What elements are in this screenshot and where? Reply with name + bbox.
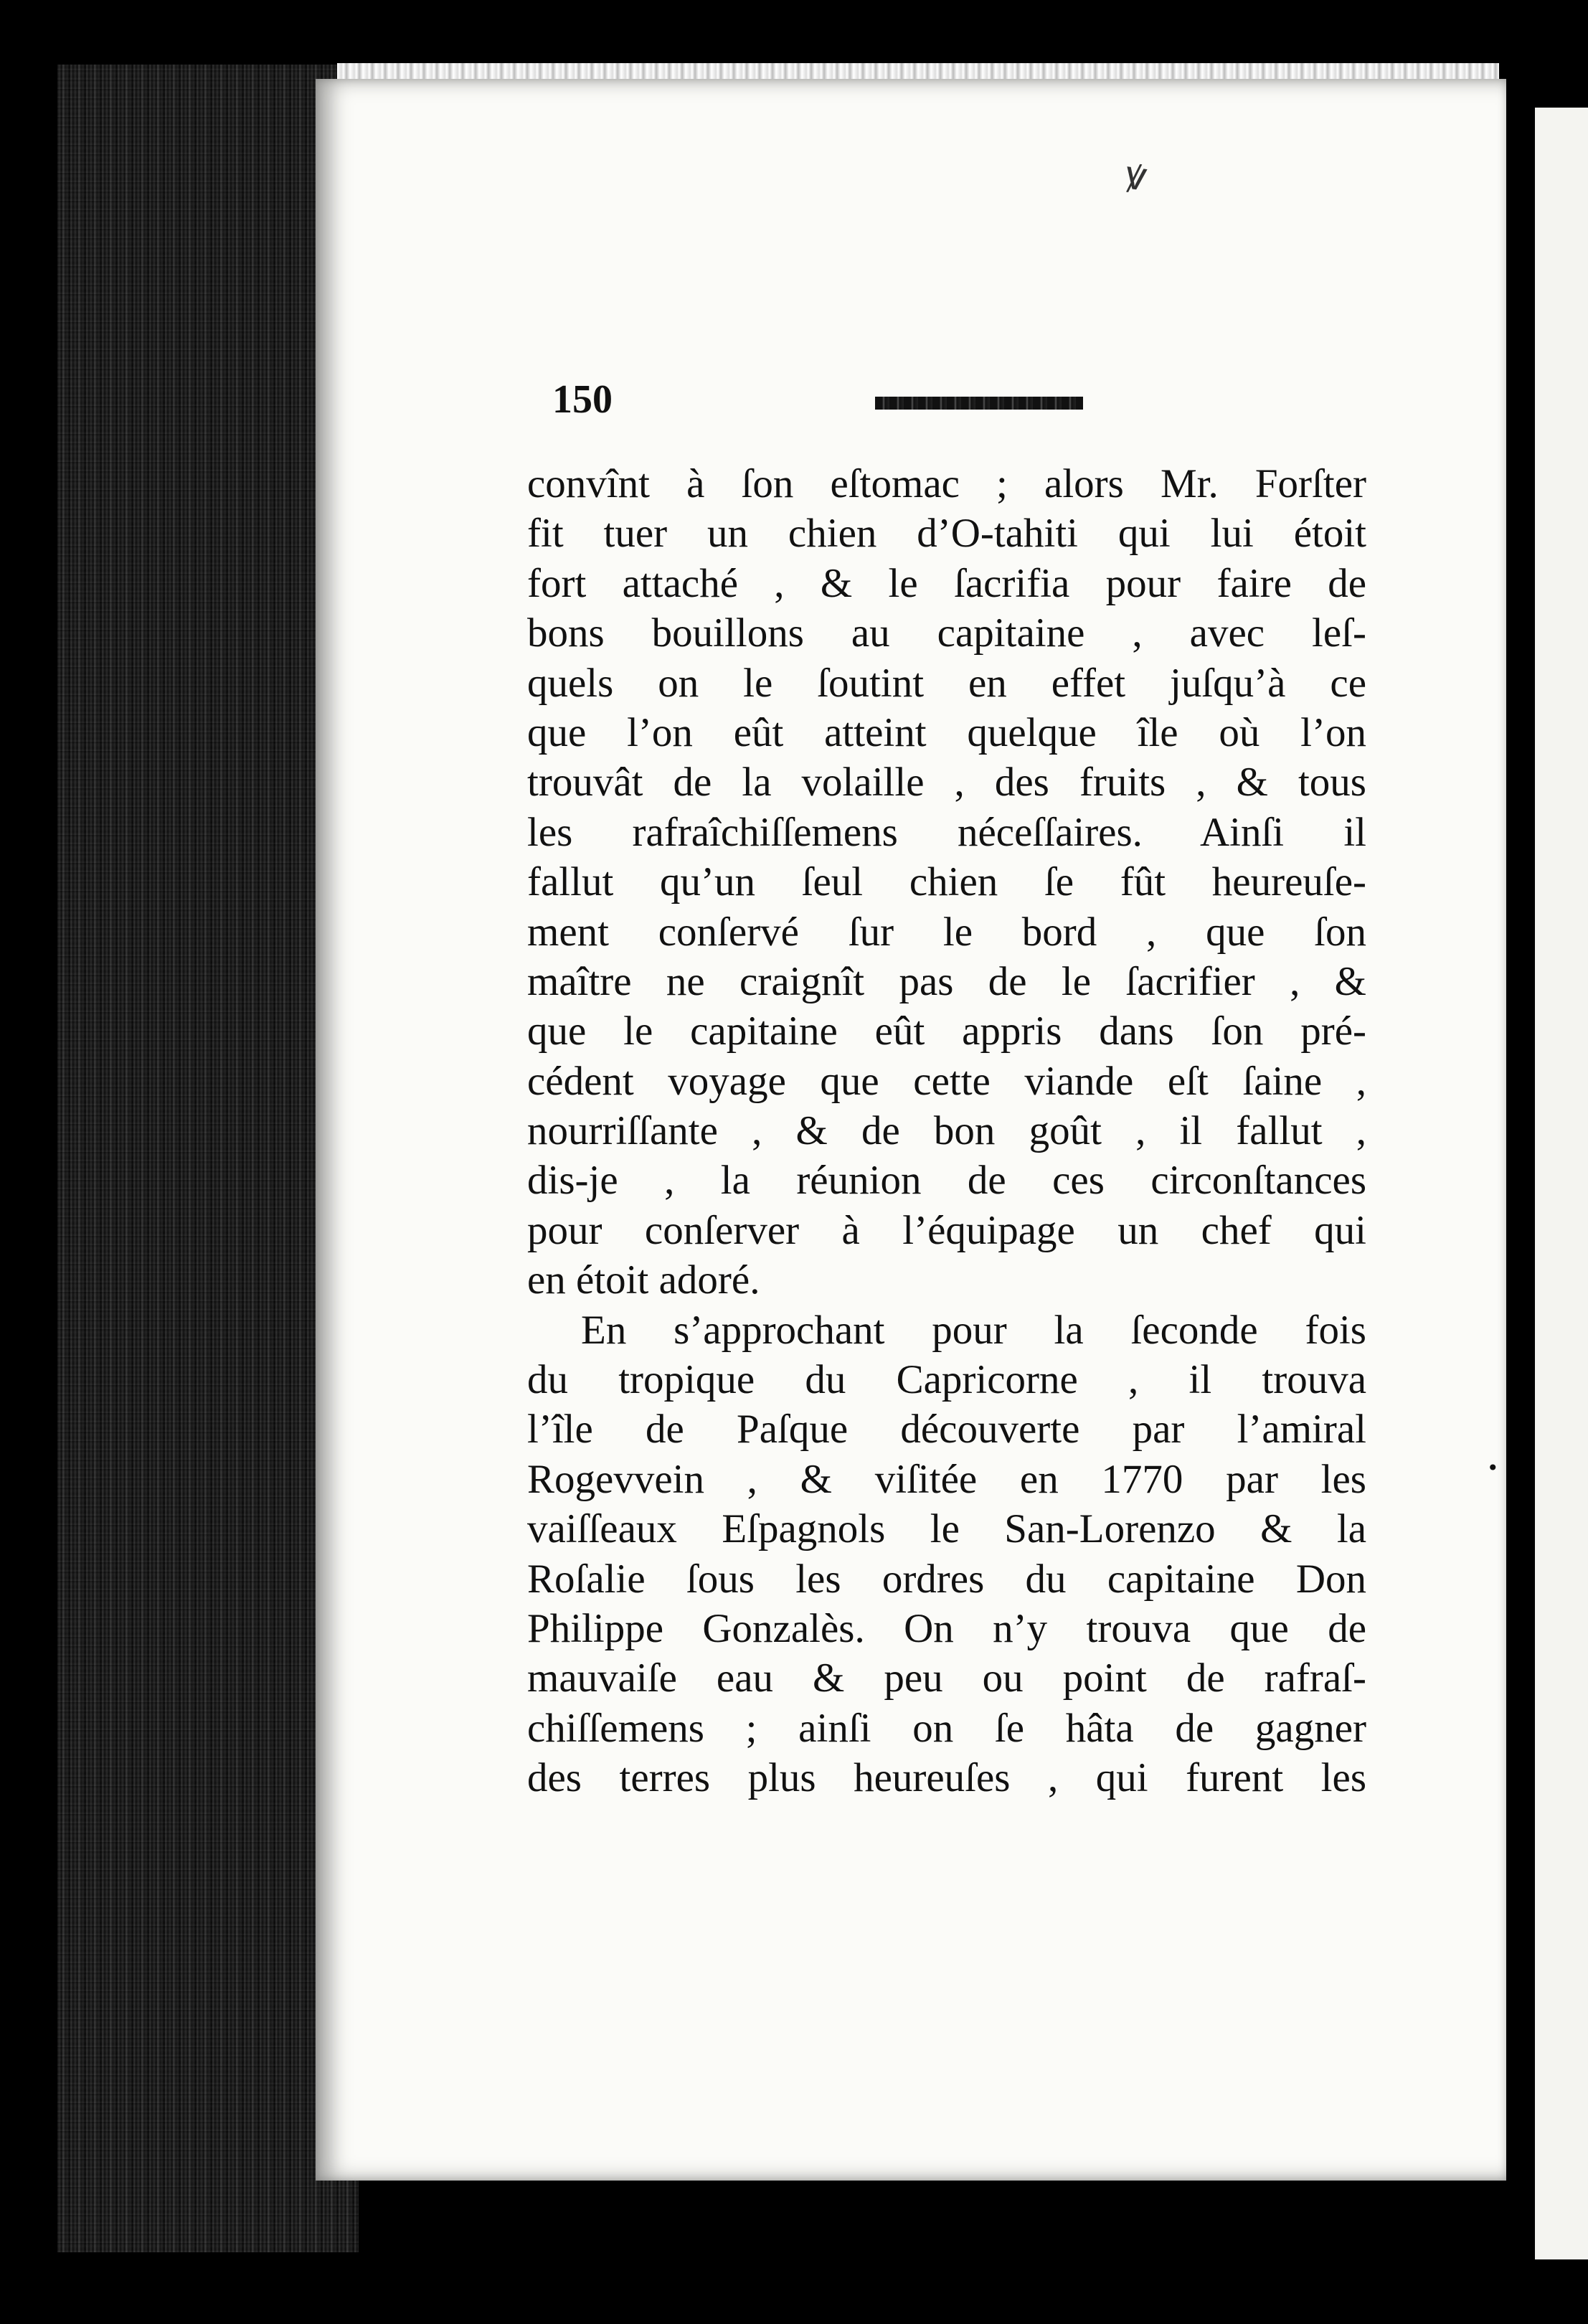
text-line: des terres plus heureuſes , qui furent les bbox=[527, 1755, 1366, 1801]
text-line: fit tuer un chien d’O-tahiti qui lui étoit bbox=[527, 511, 1366, 557]
running-header bbox=[552, 377, 1334, 427]
text-line: maître ne craignît pas de le ſacrifier , & bbox=[527, 958, 1366, 1004]
text-line: les rafraîchiſſemens néceſſaires. Ainſi il bbox=[527, 809, 1366, 855]
body-text bbox=[527, 459, 1366, 1803]
text-line: Roſalie ſous les ordres du capitaine Don bbox=[527, 1556, 1366, 1602]
text-line: en étoit adoré. bbox=[527, 1257, 760, 1303]
text-line: cédent voyage que cette viande eſt ſaine , bbox=[527, 1058, 1366, 1104]
text-line: fallut qu’un ſeul chien ſe fût heureuſe- bbox=[527, 859, 1366, 905]
text-line: dis-je , la réunion de ces circonſtances bbox=[527, 1158, 1366, 1204]
text-line: ment conſervé ſur le bord , que ſon bbox=[527, 909, 1366, 955]
header-ornament bbox=[875, 397, 1083, 410]
text-line: Rogevvein , & viſitée en 1770 par les bbox=[527, 1456, 1366, 1502]
text-line: pour conſerver à l’équipage un chef qui bbox=[527, 1207, 1366, 1253]
margin-mark: • bbox=[1487, 1456, 1499, 1480]
text-line: En s’approchant pour la ſeconde fois bbox=[581, 1307, 1366, 1353]
text-line: fort attaché , & le ſacrifia pour faire de bbox=[527, 560, 1366, 606]
text-line: nourriſſante , & de bon goût , il fallut , bbox=[527, 1108, 1366, 1154]
text-line: quels on le ſoutint en effet juſqu’à ce bbox=[527, 660, 1366, 706]
text-line: l’île de Paſque découverte par l’amiral bbox=[527, 1407, 1366, 1452]
text-line: vaiſſeaux Eſpagnols le San-Lorenzo & la bbox=[527, 1506, 1366, 1552]
text-line: que l’on eût atteint quelque île où l’on bbox=[527, 709, 1366, 755]
text-line: mauvaiſe eau & peu ou point de rafraſ- bbox=[527, 1655, 1366, 1701]
top-mark: ꝟ bbox=[1123, 151, 1150, 201]
text-line: Philippe Gonzalès. On n’y trouva que de bbox=[527, 1605, 1366, 1651]
facing-page-edge bbox=[1535, 108, 1588, 2259]
text-line: convînt à ſon eſtomac ; alors Mr. Forſter bbox=[527, 461, 1366, 506]
text-line: du tropique du Capricorne , il trouva bbox=[527, 1357, 1366, 1403]
text-line: bons bouillons au capitaine , avec leſ- bbox=[527, 610, 1366, 656]
text-line: chiſſemens ; ainſi on ſe hâta de gagner bbox=[527, 1705, 1366, 1751]
text-line: que le capitaine eût appris dans ſon pré- bbox=[527, 1009, 1366, 1054]
text-line: trouvât de la volaille , des fruits , & tous bbox=[527, 760, 1366, 806]
page-number: 150 bbox=[552, 377, 613, 422]
page-edges bbox=[57, 65, 359, 2252]
